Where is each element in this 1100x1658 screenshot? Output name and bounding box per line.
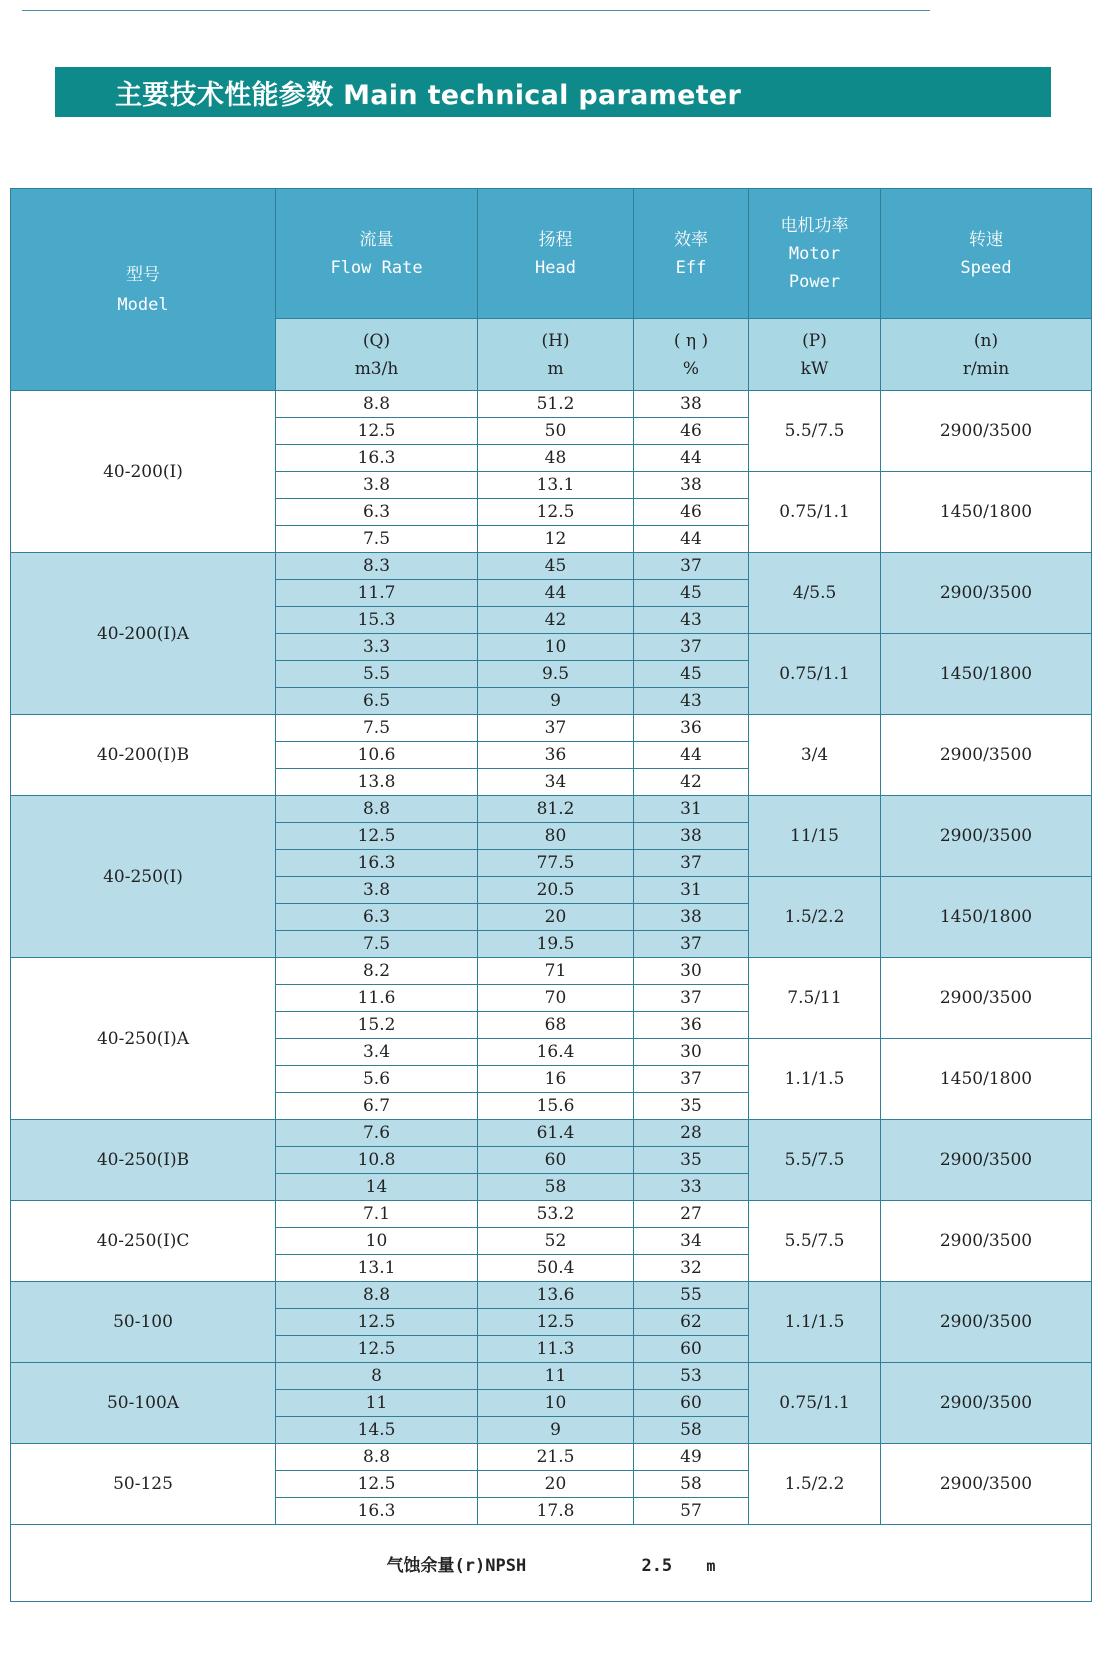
flow-cell: 13.1	[276, 1255, 478, 1282]
eff-unit-text: %	[682, 358, 700, 379]
table-row	[11, 1120, 1092, 1147]
flow-cell: 10	[276, 1228, 478, 1255]
flow-cell: 6.7	[276, 1093, 478, 1120]
head-cell: 9.5	[478, 661, 634, 688]
flow-cell: 14.5	[276, 1417, 478, 1444]
head-cell: 50	[478, 418, 634, 445]
speed-cell: 2900/3500	[881, 715, 1092, 796]
head-cell: 9	[478, 1417, 634, 1444]
flow-cell: 8.8	[276, 796, 478, 823]
eff-cell: 28	[634, 1120, 749, 1147]
power-header	[749, 189, 881, 319]
flow-cell: 14	[276, 1174, 478, 1201]
page-title: 主要技术性能参数 Main technical parameter	[115, 79, 742, 111]
eff-cell: 38	[634, 472, 749, 499]
head-cell: 61.4	[478, 1120, 634, 1147]
head-cell: 11.3	[478, 1336, 634, 1363]
npsh-row	[11, 1525, 1092, 1602]
flow-cell: 11	[276, 1390, 478, 1417]
head-cell: 16	[478, 1066, 634, 1093]
model-cell: 40-250(I)C	[11, 1201, 276, 1282]
speed-cell: 2900/3500	[881, 553, 1092, 634]
flow-cell: 16.3	[276, 445, 478, 472]
eff-cell: 46	[634, 499, 749, 526]
eff-cell: 57	[634, 1498, 749, 1525]
eff-cell: 37	[634, 1066, 749, 1093]
eff-cell: 30	[634, 1039, 749, 1066]
eff-header-en: Eff	[675, 257, 707, 278]
power-cell: 1.1/1.5	[749, 1039, 881, 1120]
head-cell: 17.8	[478, 1498, 634, 1525]
eff-cell: 38	[634, 904, 749, 931]
table-row	[11, 1282, 1092, 1309]
eff-header	[634, 189, 749, 319]
flow-cell: 15.2	[276, 1012, 478, 1039]
power-header-cn: 电机功率	[780, 215, 849, 236]
power-cell: 5.5/7.5	[749, 391, 881, 472]
table-row	[11, 715, 1092, 742]
speed-cell: 2900/3500	[881, 1201, 1092, 1282]
table-row	[11, 958, 1092, 985]
model-cell: 50-100	[11, 1282, 276, 1363]
speed-header-cn: 转速	[969, 229, 1003, 250]
power-cell: 0.75/1.1	[749, 634, 881, 715]
flow-unit	[276, 319, 478, 391]
head-header-cn: 扬程	[538, 229, 573, 250]
power-unit-text: kW	[800, 358, 829, 379]
head-cell: 11	[478, 1363, 634, 1390]
head-header	[478, 189, 634, 319]
flow-cell: 6.3	[276, 904, 478, 931]
flow-cell: 12.5	[276, 418, 478, 445]
model-cell: 40-200(I)A	[11, 553, 276, 715]
speed-header	[881, 189, 1092, 319]
speed-cell: 2900/3500	[881, 1120, 1092, 1201]
flow-cell: 8.8	[276, 391, 478, 418]
table-row	[11, 553, 1092, 580]
table-row	[11, 391, 1092, 418]
eff-cell: 42	[634, 769, 749, 796]
eff-cell: 44	[634, 445, 749, 472]
head-cell: 50.4	[478, 1255, 634, 1282]
speed-header-en: Speed	[960, 257, 1012, 278]
head-cell: 53.2	[478, 1201, 634, 1228]
eff-cell: 60	[634, 1390, 749, 1417]
eff-symbol: ( η )	[673, 330, 709, 351]
eff-cell: 35	[634, 1093, 749, 1120]
flow-cell: 3.8	[276, 877, 478, 904]
eff-header-cn: 效率	[674, 229, 708, 250]
power-cell: 11/15	[749, 796, 881, 877]
eff-cell: 45	[634, 580, 749, 607]
model-cell: 40-250(I)	[11, 796, 276, 958]
flow-cell: 8.2	[276, 958, 478, 985]
eff-unit	[634, 319, 749, 391]
power-cell: 1.5/2.2	[749, 877, 881, 958]
flow-cell: 8.8	[276, 1444, 478, 1471]
speed-cell: 1450/1800	[881, 877, 1092, 958]
flow-cell: 11.6	[276, 985, 478, 1012]
head-cell: 70	[478, 985, 634, 1012]
flow-cell: 12.5	[276, 1309, 478, 1336]
eff-cell: 58	[634, 1417, 749, 1444]
flow-cell: 12.5	[276, 1336, 478, 1363]
speed-cell: 2900/3500	[881, 796, 1092, 877]
head-cell: 37	[478, 715, 634, 742]
eff-cell: 37	[634, 634, 749, 661]
head-cell: 16.4	[478, 1039, 634, 1066]
npsh-label: 气蚀余量(r)NPSH	[386, 1555, 527, 1576]
head-cell: 9	[478, 688, 634, 715]
power-cell: 5.5/7.5	[749, 1201, 881, 1282]
power-cell: 1.1/1.5	[749, 1282, 881, 1363]
flow-cell: 8.3	[276, 553, 478, 580]
flow-cell: 8.8	[276, 1282, 478, 1309]
head-cell: 20.5	[478, 877, 634, 904]
eff-cell: 36	[634, 715, 749, 742]
flow-cell: 3.4	[276, 1039, 478, 1066]
speed-cell: 2900/3500	[881, 1363, 1092, 1444]
speed-cell: 2900/3500	[881, 1444, 1092, 1525]
eff-cell: 53	[634, 1363, 749, 1390]
model-header	[11, 189, 276, 391]
head-cell: 19.5	[478, 931, 634, 958]
eff-cell: 33	[634, 1174, 749, 1201]
speed-cell: 1450/1800	[881, 634, 1092, 715]
head-cell: 77.5	[478, 850, 634, 877]
eff-cell: 30	[634, 958, 749, 985]
head-cell: 20	[478, 904, 634, 931]
eff-cell: 37	[634, 553, 749, 580]
flow-header	[276, 189, 478, 319]
model-header-en: Model	[117, 294, 169, 315]
power-cell: 0.75/1.1	[749, 1363, 881, 1444]
head-cell: 45	[478, 553, 634, 580]
head-unit	[478, 319, 634, 391]
flow-cell: 12.5	[276, 823, 478, 850]
flow-cell: 7.5	[276, 526, 478, 553]
flow-cell: 7.1	[276, 1201, 478, 1228]
head-cell: 51.2	[478, 391, 634, 418]
model-cell: 40-250(I)A	[11, 958, 276, 1120]
flow-header-en: Flow Rate	[330, 257, 423, 278]
npsh-line	[11, 1551, 1091, 1576]
eff-cell: 35	[634, 1147, 749, 1174]
flow-cell: 6.5	[276, 688, 478, 715]
head-cell: 81.2	[478, 796, 634, 823]
power-cell: 1.5/2.2	[749, 1444, 881, 1525]
power-header-en1: Motor	[788, 243, 841, 264]
flow-cell: 10.8	[276, 1147, 478, 1174]
npsh-value: 2.5	[641, 1555, 673, 1576]
header-row	[11, 189, 1092, 319]
top-rule	[22, 10, 930, 11]
flow-cell: 15.3	[276, 607, 478, 634]
eff-cell: 46	[634, 418, 749, 445]
spec-table	[10, 188, 1092, 1602]
flow-header-cn: 流量	[359, 229, 394, 250]
eff-cell: 38	[634, 823, 749, 850]
head-cell: 71	[478, 958, 634, 985]
power-cell: 3/4	[749, 715, 881, 796]
eff-cell: 36	[634, 1012, 749, 1039]
power-cell: 0.75/1.1	[749, 472, 881, 553]
head-cell: 48	[478, 445, 634, 472]
flow-cell: 3.3	[276, 634, 478, 661]
eff-cell: 27	[634, 1201, 749, 1228]
eff-cell: 31	[634, 877, 749, 904]
flow-unit-text: m3/h	[354, 358, 399, 379]
eff-cell: 31	[634, 796, 749, 823]
head-cell: 12.5	[478, 1309, 634, 1336]
eff-cell: 32	[634, 1255, 749, 1282]
title-banner	[55, 67, 1051, 117]
eff-cell: 43	[634, 688, 749, 715]
eff-cell: 37	[634, 850, 749, 877]
speed-cell: 2900/3500	[881, 958, 1092, 1039]
power-unit	[749, 319, 881, 391]
eff-cell: 38	[634, 391, 749, 418]
flow-cell: 6.3	[276, 499, 478, 526]
speed-unit	[881, 319, 1092, 391]
npsh-unit: m	[706, 1556, 716, 1575]
flow-cell: 7.5	[276, 931, 478, 958]
model-cell: 40-200(I)	[11, 391, 276, 553]
head-cell: 21.5	[478, 1444, 634, 1471]
spec-body	[11, 391, 1092, 1525]
table-row	[11, 1201, 1092, 1228]
eff-cell: 44	[634, 742, 749, 769]
power-header-en2: Power	[788, 271, 841, 292]
eff-cell: 34	[634, 1228, 749, 1255]
eff-cell: 62	[634, 1309, 749, 1336]
speed-symbol: (n)	[973, 330, 999, 351]
eff-cell: 55	[634, 1282, 749, 1309]
flow-symbol: (Q)	[362, 330, 391, 351]
speed-cell: 1450/1800	[881, 1039, 1092, 1120]
flow-cell: 8	[276, 1363, 478, 1390]
head-cell: 10	[478, 1390, 634, 1417]
power-cell: 7.5/11	[749, 958, 881, 1039]
flow-cell: 12.5	[276, 1471, 478, 1498]
speed-cell: 2900/3500	[881, 1282, 1092, 1363]
head-cell: 20	[478, 1471, 634, 1498]
npsh-cell	[11, 1525, 1092, 1602]
eff-cell: 45	[634, 661, 749, 688]
eff-cell: 43	[634, 607, 749, 634]
eff-cell: 58	[634, 1471, 749, 1498]
model-cell: 40-200(I)B	[11, 715, 276, 796]
speed-cell: 2900/3500	[881, 391, 1092, 472]
head-cell: 60	[478, 1147, 634, 1174]
head-cell: 52	[478, 1228, 634, 1255]
flow-cell: 5.6	[276, 1066, 478, 1093]
table-row	[11, 1363, 1092, 1390]
speed-unit-text: r/min	[962, 358, 1010, 379]
speed-cell: 1450/1800	[881, 472, 1092, 553]
model-cell: 50-125	[11, 1444, 276, 1525]
model-cell: 40-250(I)B	[11, 1120, 276, 1201]
eff-cell: 37	[634, 985, 749, 1012]
head-cell: 12.5	[478, 499, 634, 526]
flow-cell: 16.3	[276, 850, 478, 877]
head-cell: 44	[478, 580, 634, 607]
eff-cell: 37	[634, 931, 749, 958]
head-symbol: (H)	[541, 330, 570, 351]
head-header-en: Head	[535, 257, 576, 278]
eff-cell: 49	[634, 1444, 749, 1471]
head-cell: 13.1	[478, 472, 634, 499]
eff-cell: 44	[634, 526, 749, 553]
flow-cell: 10.6	[276, 742, 478, 769]
eff-cell: 60	[634, 1336, 749, 1363]
model-header-cn: 型号	[126, 264, 160, 285]
head-unit-text: m	[547, 358, 564, 379]
head-cell: 34	[478, 769, 634, 796]
flow-cell: 11.7	[276, 580, 478, 607]
head-cell: 58	[478, 1174, 634, 1201]
power-cell: 5.5/7.5	[749, 1120, 881, 1201]
head-cell: 13.6	[478, 1282, 634, 1309]
head-cell: 80	[478, 823, 634, 850]
head-cell: 68	[478, 1012, 634, 1039]
head-cell: 15.6	[478, 1093, 634, 1120]
head-cell: 36	[478, 742, 634, 769]
flow-cell: 13.8	[276, 769, 478, 796]
table-row	[11, 796, 1092, 823]
table-row	[11, 1444, 1092, 1471]
flow-cell: 3.8	[276, 472, 478, 499]
model-cell: 50-100A	[11, 1363, 276, 1444]
head-cell: 12	[478, 526, 634, 553]
flow-cell: 7.6	[276, 1120, 478, 1147]
head-cell: 10	[478, 634, 634, 661]
head-cell: 42	[478, 607, 634, 634]
flow-cell: 5.5	[276, 661, 478, 688]
flow-cell: 7.5	[276, 715, 478, 742]
power-symbol: (P)	[802, 330, 827, 351]
power-cell: 4/5.5	[749, 553, 881, 634]
flow-cell: 16.3	[276, 1498, 478, 1525]
